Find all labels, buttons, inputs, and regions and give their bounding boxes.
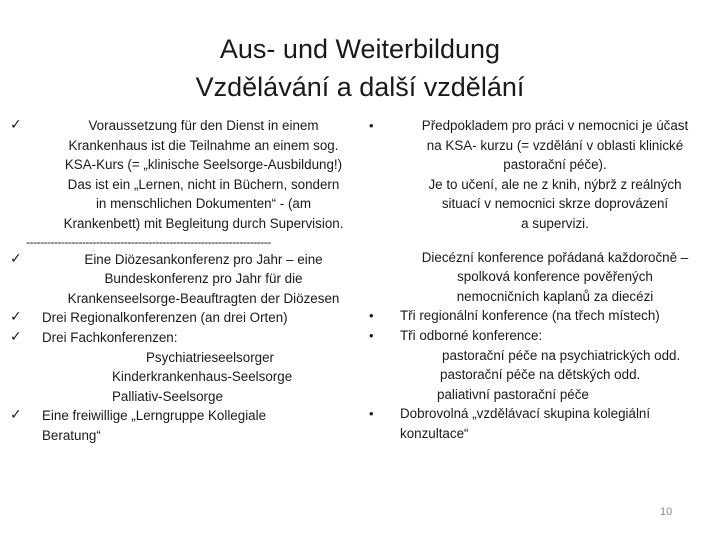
sub-item-palliative: Palliativ-Seelsorge	[112, 388, 223, 404]
list-item-ksa-course: ✓ Voraussetzung für den Dienst in einem Krankenhaus ist die Teilnahme an einem sog. KSA-Kurs (= „klinische Seelsorge-Ausbildung!) Das ist ein „Lernen, nicht in Büchern, sondern in menschlichen Dokumenten“ - (am Krankenbett) mit Begleitung durch Supervision.	[10, 117, 344, 231]
list-item-ksa-kurz: • Předpokladem pro práci v nemocnici je účast na KSA- kurzu (= vzdělání v oblasti klinické pastorační péče). Je to učení, ale ne z knih, nýbrž z reálných situací v nemocnici skrze doprovázení a supervizi.	[369, 118, 689, 231]
list-item-diocesan-conference: ✓ Eine Diözesankonferenz pro Jahr – eine Bundeskonferenz pro Jahr für die Krankenseelsorge-Beauftragten der Diözesen	[10, 250, 340, 306]
separator-line: ----------------------------------------------------------------------	[26, 234, 271, 249]
sub-item-paliativni: paliativní pastorační péče	[437, 386, 589, 402]
list-item-odborne-konference: • Tři odborné konference: pastorační péče na psychiatrických odd. pastorační péče na dětských odd. paliativní pastorační péče	[365, 326, 710, 404]
check-icon: ✓	[10, 328, 22, 345]
list-item-learning-group: ✓ Eine freiwillige „Lerngruppe Kollegiale Beratung“	[10, 407, 267, 443]
list-item-vzdelavaci-skupina: • Dobrovolná „vzdělávací skupina kolegiální konzultace“	[369, 406, 651, 441]
bullet-icon: •	[369, 118, 374, 133]
list-item-specialist-conferences: ✓ Drei Fachkonferenzen: Psychiatrieseelsorger Kinderkrankenhaus-Seelsorge Palliativ-Seelsorge	[10, 328, 365, 406]
list-item-regionalni-konference: • Tři regionální konference (na třech místech)	[365, 306, 710, 326]
bullet-icon: •	[369, 406, 374, 422]
czech-column	[365, 116, 710, 444]
list-item-regional-conferences: ✓ Drei Regionalkonferenzen (an drei Orten)	[10, 308, 365, 328]
page-number: 10	[660, 506, 673, 518]
check-icon: ✓	[10, 117, 22, 133]
title-czech: Vzdělávání a další vzdělání	[195, 72, 525, 102]
slide-title	[0, 30, 720, 106]
title-german: Aus- und Weiterbildung	[219, 34, 501, 64]
check-icon: ✓	[10, 407, 22, 424]
sub-item-psychiatricke: pastorační péče na psychiatrických odd.	[442, 347, 681, 363]
check-icon: ✓	[10, 250, 22, 267]
bullet-icon: •	[369, 308, 374, 324]
list-item-diecezni-konference: Diecézní konference pořádaná každoročně – spolková konference pověřených nemocničních kaplanů za diecézi	[421, 249, 689, 304]
check-icon: ✓	[10, 309, 22, 326]
sub-item-psychiatry: Psychiatrieseelsorger	[146, 349, 275, 365]
bullet-icon: •	[369, 327, 374, 343]
german-column	[10, 116, 365, 446]
sub-item-detske: pastorační péče na dětských odd.	[440, 367, 641, 383]
sub-item-childrens-hospital: Kinderkrankenhaus-Seelsorge	[112, 369, 293, 385]
